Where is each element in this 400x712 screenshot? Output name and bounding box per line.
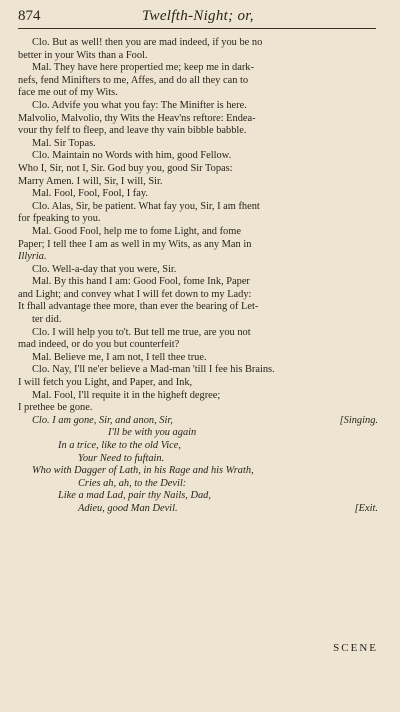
text-line: Malvolio, Malvolio, thy Wits the Heav'ns reftore: Endea-: [18, 112, 256, 124]
text-line: I prethee be gone.: [18, 402, 93, 414]
text-line: Clo. Well-a-day that you were, Sir.: [32, 263, 177, 275]
song-line: [18, 503, 378, 516]
catchword: SCENE: [333, 642, 378, 654]
page-number: 874: [18, 8, 41, 24]
text-line: vour thy felf to fleep, and leave thy vain bibble babble.: [18, 125, 247, 137]
text-line: Clo. Alas, Sir, be patient. What fay you, Sir, I am fhent: [32, 200, 260, 212]
song-line: Your Need to fuftain.: [78, 452, 165, 464]
song-line: [18, 415, 378, 428]
stage-direction: [Singing.: [339, 414, 378, 426]
text-line: and Light; and convey what I will fet down to my Lady:: [18, 288, 252, 300]
text-line: ter did.: [32, 314, 62, 326]
song-line: Like a mad Lad, pair thy Nails, Dad,: [58, 490, 211, 502]
text-line: Mal. They have here propertied me; keep me in dark-: [32, 62, 254, 74]
running-header: [18, 6, 376, 29]
text-line: Mal. Sir Topas.: [32, 137, 96, 149]
running-title: Twelfth-Night; or,: [142, 8, 254, 24]
song-text: Adieu, good Man Devil.: [78, 502, 178, 514]
text-line: face me out of my Wits.: [18, 87, 118, 99]
text-line: Mal. Believe me, I am not, I tell thee true.: [32, 351, 207, 363]
text-line: nefs, fend Minifters to me, Affes, and do all they can to: [18, 74, 249, 86]
text-line: Clo. Advife you what you fay: The Minifter is here.: [32, 99, 247, 111]
text-line: mad indeed, or do you but counterfeit?: [18, 339, 180, 351]
text-line: Who I, Sir, not I, Sir. God buy you, good Sir Topas:: [18, 162, 233, 174]
text-line: Mal. Fool, I'll requite it in the higheft degree;: [32, 389, 221, 401]
text-line: I will fetch you Light, and Paper, and Ink,: [18, 377, 193, 389]
play-text: [18, 37, 378, 516]
text-line: for fpeaking to you.: [18, 213, 101, 225]
text-line: Clo. But as well! then you are mad indeed, if you be no: [32, 37, 263, 48]
song-line: Cries ah, ah, to the Devil:: [78, 477, 187, 489]
text-line: better in your Wits than a Fool.: [18, 49, 148, 61]
text-line: Mal. Fool, Fool, Fool, I fay.: [32, 188, 148, 200]
song-line: I'll be with you again: [108, 427, 197, 439]
stage-direction: [Exit.: [354, 502, 378, 514]
song-line: Who with Dagger of Lath, in his Rage and his Wrath,: [32, 465, 254, 477]
text-line: Paper; I tell thee I am as well in my Wits, as any Man in: [18, 238, 252, 250]
text-line: Illyria.: [18, 251, 47, 263]
song-text: Clo. I am gone, Sir, and anon, Sir,: [32, 414, 173, 426]
text-line: Clo. I will help you to't. But tell me true, are you not: [32, 326, 251, 338]
text-line: Clo. Nay, I'll ne'er believe a Mad-man 'till I fee his Brains.: [32, 364, 275, 376]
text-line: Marry Amen. I will, Sir, I will, Sir.: [18, 175, 163, 187]
text-line: Mal. By this hand I am: Good Fool, fome Ink, Paper: [32, 276, 250, 288]
song-line: In a trice, like to the old Vice,: [58, 440, 182, 451]
text-line: Mal. Good Fool, help me to fome Light, and fome: [32, 225, 241, 237]
text-line: It fhall advantage thee more, than ever the bearing of Let-: [18, 301, 259, 313]
text-line: Clo. Maintain no Words with him, good Fellow.: [32, 150, 232, 162]
